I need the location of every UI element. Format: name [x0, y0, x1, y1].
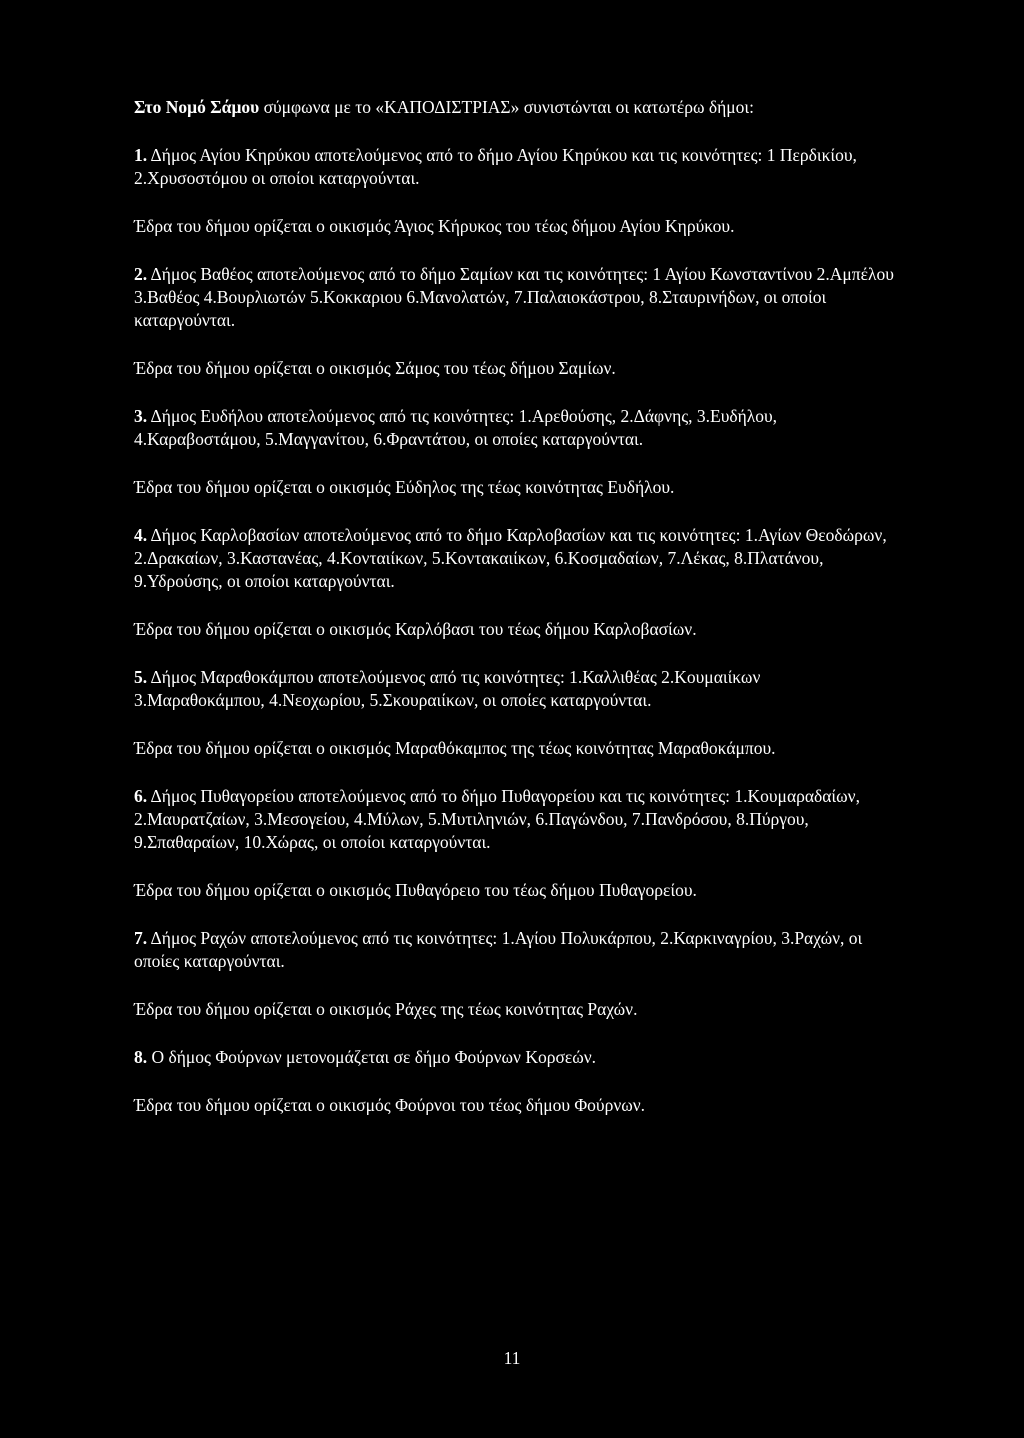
- page-number: 11: [503, 1348, 521, 1368]
- municipality-7-paragraph: [134, 927, 894, 973]
- municipality-3-paragraph: [134, 405, 894, 451]
- municipality-3-number: 3.: [134, 406, 148, 426]
- municipality-7-text: Δήμος Ραχών αποτελούμενος από τις κοινότητες: 1.Αγίου Πολυκάρπου, 2.Καρκιναγρίου, 3.Ραχών, οι οποίες καταργούνται.: [134, 928, 863, 971]
- municipality-7-seat: Έδρα του δήμου ορίζεται ο οικισμός Ράχες της τέως κοινότητας Ραχών.: [134, 999, 638, 1019]
- municipality-4-number: 4.: [134, 525, 148, 545]
- municipality-1-number: 1.: [134, 145, 148, 165]
- municipality-2-number: 2.: [134, 264, 148, 284]
- municipality-8-text: Ο δήμος Φούρνων μετονομάζεται σε δήμο Φούρνων Κορσεών.: [147, 1047, 597, 1067]
- municipality-5-number: 5.: [134, 667, 148, 687]
- municipality-1-seat: Έδρα του δήμου ορίζεται ο οικισμός Άγιος Κήρυκος του τέως δήμου Αγίου Κηρύκου.: [134, 216, 735, 236]
- document-body: [134, 96, 894, 1142]
- municipality-4-text: Δήμος Καρλοβασίων αποτελούμενος από το δήμο Καρλοβασίων και τις κοινότητες: 1.Αγίων Θεοδώρων, 2.Δρακαίων, 3.Καστανέας, 4.Κονταιίκων, 5.Κοντακαιίκων, 6.Κοσμαδαίων, 7.Λέκας, 8.Πλατάνου, 9.Υδρούσης, οι οποίοι καταργούνται.: [134, 525, 887, 591]
- municipality-6-text: Δήμος Πυθαγορείου αποτελούμενος από το δήμο Πυθαγορείου και τις κοινότητες: 1.Κουμαραδαίων, 2.Μαυρατζαίων, 3.Μεσογείου, 4.Μύλων, 5.Μυτιληνιών, 6.Παγώνδου, 7.Πανδρόσου, 8.Πύργου, 9.Σπαθαραίων, 10.Χώρας, οι οποίοι καταργούνται.: [134, 786, 860, 852]
- municipality-1-text: Δήμος Αγίου Κηρύκου αποτελούμενος από το δήμο Αγίου Κηρύκου και τις κοινότητες: 1 Περδικίου, 2.Χρυσοστόμου οι οποίοι καταργούνται.: [134, 145, 857, 188]
- municipality-5-paragraph: [134, 666, 894, 712]
- intro-prefisso: Στο Νομό Σάμου: [134, 97, 260, 117]
- municipality-3-seat: Έδρα του δήμου ορίζεται ο οικισμός Εύδηλος της τέως κοινότητας Ευδήλου.: [134, 477, 675, 497]
- municipality-6-seat: Έδρα του δήμου ορίζεται ο οικισμός Πυθαγόρειο του τέως δήμου Πυθαγορείου.: [134, 880, 697, 900]
- municipality-2-paragraph: [134, 263, 894, 332]
- municipality-4-seat: Έδρα του δήμου ορίζεται ο οικισμός Καρλόβασι του τέως δήμου Καρλοβασίων.: [134, 619, 697, 639]
- municipality-1-paragraph: [134, 144, 894, 190]
- municipality-5-text: Δήμος Μαραθοκάμπου αποτελούμενος από τις κοινότητες: 1.Καλλιθέας 2.Κουμαιίκων 3.Μαραθοκάμπου, 4.Νεοχωρίου, 5.Σκουραιίκων, οι οποίες καταργούνται.: [134, 667, 761, 710]
- municipality-6-number: 6.: [134, 786, 148, 806]
- municipality-3-text: Δήμος Ευδήλου αποτελούμενος από τις κοινότητες: 1.Αρεθούσης, 2.Δάφνης, 3.Ευδήλου, 4.Καραβοστάμου, 5.Μαγγανίτου, 6.Φραντάτου, οι οποίες καταργούνται.: [134, 406, 778, 449]
- municipality-6-paragraph: [134, 785, 894, 854]
- municipality-7-number: 7.: [134, 928, 148, 948]
- intro-paragraph: [134, 96, 894, 119]
- municipality-2-text: Δήμος Βαθέος αποτελούμενος από το δήμο Σαμίων και τις κοινότητες: 1 Αγίου Κωνσταντίνου 2.Αμπέλου 3.Βαθέος 4.Βουρλιωτών 5.Κοκκαριου 6.Μανολατών, 7.Παλαιοκάστρου, 8.Σταυρινήδων, οι οποίοι καταργούνται.: [134, 264, 894, 330]
- municipality-2-seat: Έδρα του δήμου ορίζεται ο οικισμός Σάμος του τέως δήμου Σαμίων.: [134, 358, 616, 378]
- municipality-5-seat: Έδρα του δήμου ορίζεται ο οικισμός Μαραθόκαμπος της τέως κοινότητας Μαραθοκάμπου.: [134, 738, 776, 758]
- intro-text: σύμφωνα με το «ΚΑΠΟΔΙΣΤΡΙΑΣ» συνιστώνται οι κατωτέρω δήμοι:: [259, 97, 754, 117]
- municipality-4-paragraph: [134, 524, 894, 593]
- municipality-8-paragraph: [134, 1046, 894, 1069]
- municipality-8-seat: Έδρα του δήμου ορίζεται ο οικισμός Φούρνοι του τέως δήμου Φούρνων.: [134, 1095, 646, 1115]
- municipality-8-number: 8.: [134, 1047, 148, 1067]
